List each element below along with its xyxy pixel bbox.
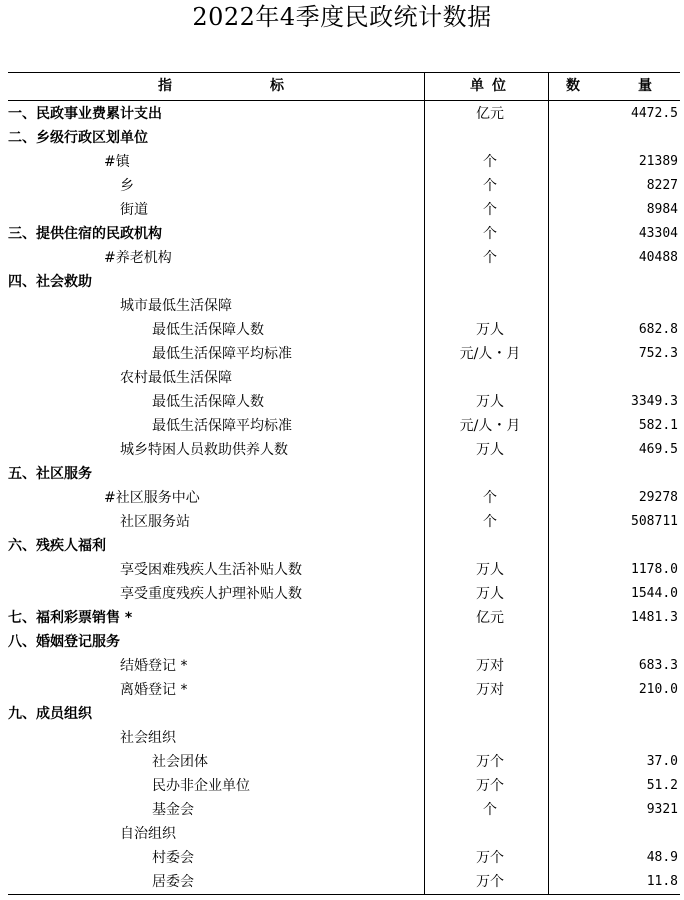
table-row	[8, 414, 680, 438]
indicator-cell: 社会组织	[120, 730, 176, 746]
table-row	[8, 774, 680, 798]
indicator-cell: 城市最低生活保障	[120, 298, 232, 314]
table-row	[8, 246, 680, 270]
indicator-cell: #社区服务中心	[104, 490, 200, 506]
table-row	[8, 150, 680, 174]
indicator-cell: 二、乡级行政区划单位	[8, 130, 148, 146]
table-row	[8, 342, 680, 366]
value-cell: 1481.3	[631, 610, 678, 625]
value-cell: 469.5	[638, 442, 678, 457]
indicator-cell: 离婚登记 *	[120, 682, 188, 698]
indicator-cell: 四、社会救助	[8, 274, 92, 290]
indicator-cell: 最低生活保障平均标准	[152, 346, 292, 362]
unit-cell: 万对	[476, 658, 504, 674]
value-cell: 51.2	[646, 778, 678, 793]
indicator-cell: 最低生活保障平均标准	[152, 418, 292, 434]
header-value-char1: 数	[566, 78, 580, 94]
table-row	[8, 798, 680, 822]
table-row	[8, 390, 680, 414]
table-row	[8, 174, 680, 198]
table-row	[8, 582, 680, 606]
table-row	[8, 702, 680, 726]
indicator-cell: 九、成员组织	[8, 706, 92, 722]
unit-cell: 亿元	[476, 106, 504, 122]
table-row	[8, 102, 680, 126]
table-row	[8, 822, 680, 846]
indicator-cell: 村委会	[152, 850, 194, 866]
table-row	[8, 198, 680, 222]
unit-cell: 万个	[476, 754, 504, 770]
value-cell: 1544.0	[631, 586, 678, 601]
unit-cell: 个	[483, 802, 497, 818]
unit-cell: 个	[483, 490, 497, 506]
indicator-cell: 最低生活保障人数	[152, 322, 264, 338]
indicator-cell: 基金会	[152, 802, 194, 818]
indicator-cell: 自治组织	[120, 826, 176, 842]
table-row	[8, 366, 680, 390]
unit-cell: 个	[483, 514, 497, 530]
indicator-cell: 六、残疾人福利	[8, 538, 106, 554]
table-row	[8, 438, 680, 462]
indicator-cell: #镇	[104, 154, 130, 170]
header-indicator-char2: 标	[270, 78, 284, 94]
value-cell: 11.8	[646, 874, 678, 889]
indicator-cell: 社会团体	[152, 754, 208, 770]
unit-cell: 万人	[476, 562, 504, 578]
table-row	[8, 318, 680, 342]
value-cell: 37.0	[646, 754, 678, 769]
unit-cell: 个	[483, 178, 497, 194]
value-cell: 3349.3	[631, 394, 678, 409]
unit-cell: 万个	[476, 874, 504, 890]
table-row	[8, 750, 680, 774]
indicator-cell: 享受困难残疾人生活补贴人数	[120, 562, 302, 578]
header-indicator-char1: 指	[158, 78, 172, 94]
table-row	[8, 486, 680, 510]
indicator-cell: 街道	[120, 202, 148, 218]
indicator-cell: 七、福利彩票销售 *	[8, 610, 133, 626]
indicator-cell: 八、婚姻登记服务	[8, 634, 120, 650]
indicator-cell: 五、社区服务	[8, 466, 92, 482]
value-cell: 682.8	[638, 322, 678, 337]
value-cell: 8984	[646, 202, 678, 217]
header-unit-char1: 单	[470, 78, 484, 94]
table-row	[8, 462, 680, 486]
table-row	[8, 606, 680, 630]
value-cell: 508711	[631, 514, 678, 529]
indicator-cell: 结婚登记 *	[120, 658, 188, 674]
table-row	[8, 534, 680, 558]
indicator-cell: 城乡特困人员救助供养人数	[120, 442, 288, 458]
indicator-cell: 农村最低生活保障	[120, 370, 232, 386]
indicator-cell: 乡	[120, 178, 134, 194]
value-cell: 683.3	[638, 658, 678, 673]
table-row	[8, 846, 680, 870]
indicator-cell: 三、提供住宿的民政机构	[8, 226, 162, 242]
value-cell: 43304	[638, 226, 678, 241]
value-cell: 48.9	[646, 850, 678, 865]
indicator-cell: 民办非企业单位	[152, 778, 250, 794]
indicator-cell: 最低生活保障人数	[152, 394, 264, 410]
unit-cell: 元/人・月	[459, 418, 521, 434]
table-row	[8, 654, 680, 678]
unit-cell: 个	[483, 154, 497, 170]
table-row	[8, 294, 680, 318]
indicator-cell: 一、民政事业费累计支出	[8, 106, 162, 122]
value-cell: 21389	[638, 154, 678, 169]
table-row	[8, 630, 680, 654]
indicator-cell: 居委会	[152, 874, 194, 890]
table-row	[8, 558, 680, 582]
unit-cell: 个	[483, 250, 497, 266]
table-row	[8, 726, 680, 750]
unit-cell: 个	[483, 202, 497, 218]
unit-cell: 个	[483, 226, 497, 242]
value-cell: 9321	[646, 802, 678, 817]
indicator-cell: 社区服务站	[120, 514, 190, 530]
value-cell: 210.0	[638, 682, 678, 697]
table-row	[8, 222, 680, 246]
indicator-cell: 享受重度残疾人护理补贴人数	[120, 586, 302, 602]
unit-cell: 元/人・月	[459, 346, 521, 362]
unit-cell: 万个	[476, 850, 504, 866]
value-cell: 4472.5	[631, 106, 678, 121]
indicator-cell: #养老机构	[104, 250, 172, 266]
unit-cell: 万对	[476, 682, 504, 698]
header-unit-char2: 位	[492, 78, 506, 94]
table-row	[8, 870, 680, 894]
table-row	[8, 678, 680, 702]
unit-cell: 亿元	[476, 610, 504, 626]
value-cell: 29278	[638, 490, 678, 505]
value-cell: 8227	[646, 178, 678, 193]
unit-cell: 万人	[476, 586, 504, 602]
value-cell: 752.3	[638, 346, 678, 361]
page-title: 2022年4季度民政统计数据	[192, 3, 492, 31]
table-row	[8, 510, 680, 534]
header-value-char2: 量	[638, 78, 652, 94]
header-bottom-rule	[8, 100, 680, 101]
table-row	[8, 270, 680, 294]
table-row	[8, 126, 680, 150]
unit-cell: 万人	[476, 442, 504, 458]
value-cell: 582.1	[638, 418, 678, 433]
table-bottom-rule	[8, 894, 680, 895]
value-cell: 1178.0	[631, 562, 678, 577]
value-cell: 40488	[638, 250, 678, 265]
unit-cell: 万人	[476, 394, 504, 410]
unit-cell: 万个	[476, 778, 504, 794]
unit-cell: 万人	[476, 322, 504, 338]
